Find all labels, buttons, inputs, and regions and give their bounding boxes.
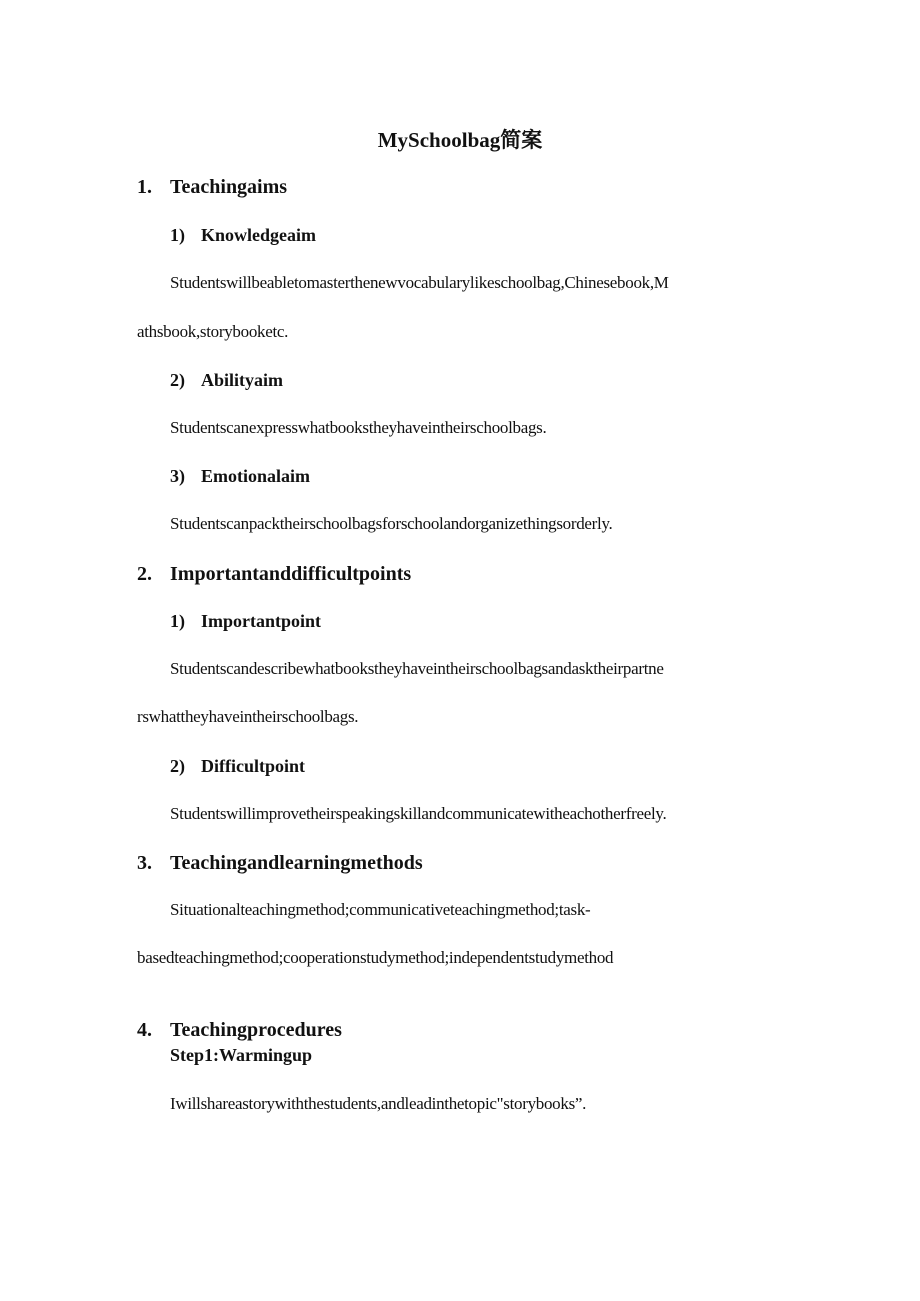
section-title: Importantanddifficultpoints (170, 563, 412, 585)
section-number: 4. (137, 1019, 152, 1041)
paragraph-line: Studentswillbeabletomasterthenewvocabularylikeschoolbag,Chinesebook,M (170, 273, 669, 292)
paragraph-line: athsbook,storybooketc. (137, 322, 289, 341)
sub-title: Difficultpoint (201, 756, 306, 776)
subheading-emotional-aim (170, 466, 310, 487)
section-heading-methods (137, 852, 423, 875)
subheading-important-point (170, 611, 321, 632)
section-title: Teachingaims (170, 176, 288, 198)
sub-title: Knowledgeaim (201, 225, 316, 245)
section-heading-procedures (137, 1019, 342, 1042)
step-heading: Step1:Warmingup (170, 1045, 313, 1065)
sub-number: 2) (170, 756, 185, 776)
sub-title: Importantpoint (201, 611, 322, 631)
sub-title: Emotionalaim (201, 466, 311, 486)
section-number: 1. (137, 176, 152, 198)
section-heading-important-points (137, 563, 411, 586)
section-title: Teachingandlearningmethods (170, 852, 423, 874)
paragraph-line: rswhattheyhaveintheirschoolbags. (137, 707, 359, 726)
paragraph-line: Iwillshareastorywiththestudents,andleadinthetopic"storybooks”. (170, 1094, 587, 1113)
paragraph-line: Studentswillimprovetheirspeakingskillandcommunicatewitheachotherfreely. (170, 804, 667, 823)
sub-number: 3) (170, 466, 185, 486)
section-number: 3. (137, 852, 152, 874)
section-title: Teachingprocedures (170, 1019, 342, 1041)
sub-number: 2) (170, 370, 185, 390)
subheading-knowledge-aim (170, 225, 316, 246)
paragraph-line: Studentscanexpresswhatbookstheyhaveintheirschoolbags. (170, 418, 547, 437)
paragraph-line: Situationalteachingmethod;communicativeteachingmethod;task- (170, 900, 591, 919)
section-heading-teaching-aims (137, 176, 287, 199)
sub-number: 1) (170, 225, 185, 245)
section-number: 2. (137, 563, 152, 585)
document-title: MySchoolbag简案 (377, 128, 543, 152)
paragraph-line: Studentscanpacktheirschoolbagsforschoolandorganizethingsorderly. (170, 514, 613, 533)
sub-number: 1) (170, 611, 185, 631)
subheading-difficult-point (170, 756, 305, 777)
subheading-ability-aim (170, 370, 283, 391)
sub-title: Abilityaim (201, 370, 284, 390)
paragraph-line: Studentscandescribewhatbookstheyhaveintheirschoolbagsandasktheirpartne (170, 659, 664, 678)
paragraph-line: basedteachingmethod;cooperationstudymethod;independentstudymethod (137, 948, 614, 967)
